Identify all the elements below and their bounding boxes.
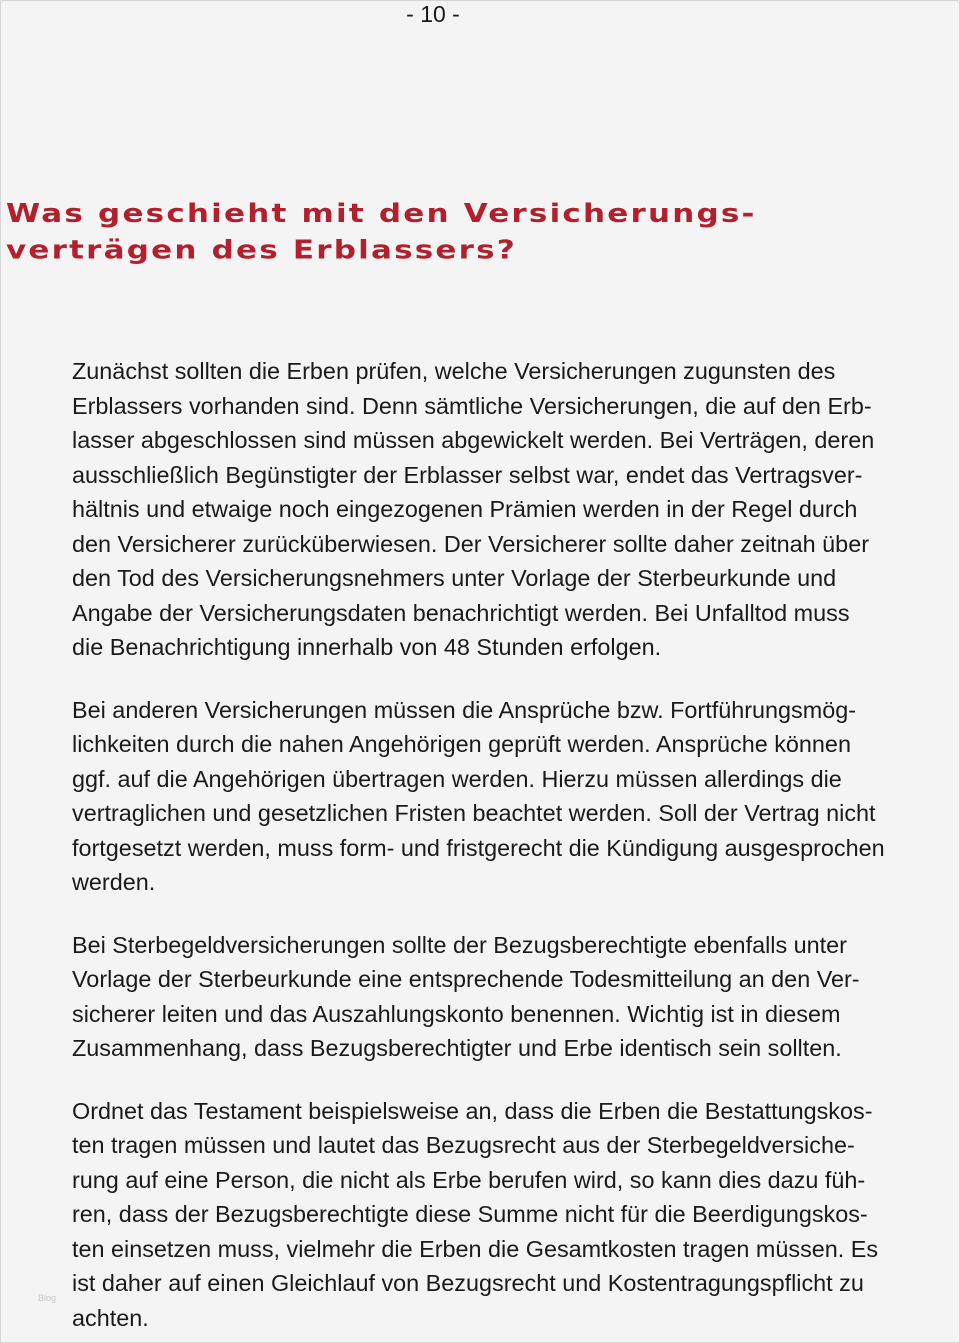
watermark: Blog bbox=[38, 1293, 57, 1303]
text-line: den Versicherer zurücküberwiesen. Der Versicherer sollte daher zeitnah über bbox=[72, 530, 869, 557]
paragraph-1 bbox=[72, 354, 960, 665]
text-line: ren, dass der Bezugsberechtigte diese Summe nicht für die Beerdigungskos- bbox=[72, 1201, 868, 1227]
text-line: die Benachrichtigung innerhalb von 48 Stunden erfolgen. bbox=[72, 634, 662, 660]
text-line: hältnis und etwaige noch eingezogenen Prämien werden in der Regel durch bbox=[72, 496, 858, 522]
paragraph-3 bbox=[72, 928, 960, 1066]
text-line: Zunächst sollten die Erben prüfen, welche Versicherungen zugunsten des bbox=[72, 358, 836, 384]
text-line: Angabe der Versicherungsdaten benachrichtigt werden. Bei Unfalltod muss bbox=[72, 599, 850, 626]
paragraph-2 bbox=[72, 693, 960, 900]
text-line: ten einsetzen muss, vielmehr die Erben die Gesamtkosten tragen müssen. Es bbox=[72, 1235, 879, 1262]
text-line: Vorlage der Sterbeurkunde eine entsprechende Todesmitteilung an den Ver- bbox=[72, 966, 860, 992]
text-line: sicherer leiten und das Auszahlungskonto benennen. Wichtig ist in diesem bbox=[72, 1000, 841, 1027]
text-line: werden. bbox=[72, 869, 156, 895]
text-line: rung auf eine Person, die nicht als Erbe berufen wird, so kann dies dazu füh- bbox=[72, 1166, 866, 1193]
text-line: achten. bbox=[72, 1304, 149, 1331]
text-line: ggf. auf die Angehörigen übertragen werden. Hierzu müssen allerdings die bbox=[72, 765, 842, 792]
page-number: - 10 - bbox=[406, 1, 460, 27]
heading-line: Was geschieht mit den Versicherungs- bbox=[6, 199, 757, 229]
heading-line: verträgen des Erblassers? bbox=[6, 235, 517, 265]
text-line: den Tod des Versicherungsnehmers unter Vorlage der Sterbeurkunde und bbox=[72, 565, 837, 591]
text-line: Bei anderen Versicherungen müssen die Ansprüche bzw. Fortführungsmög- bbox=[72, 696, 857, 723]
text-line: ten tragen müssen und lautet das Bezugsrecht aus der Sterbegeldversiche- bbox=[72, 1132, 855, 1158]
text-line: Erblassers vorhanden sind. Denn sämtliche Versicherungen, die auf den Erb- bbox=[72, 392, 872, 419]
text-line: Ordnet das Testament beispielsweise an, dass die Erben die Bestattungskos- bbox=[72, 1097, 873, 1124]
paragraph-4 bbox=[72, 1094, 960, 1336]
text-line: Zusammenhang, dass Bezugsberechtigter und Erbe identisch sein sollten. bbox=[72, 1035, 842, 1061]
text-line: ist daher auf einen Gleichlauf von Bezugsrecht und Kostentragungspflicht zu bbox=[72, 1270, 864, 1296]
text-line: vertraglichen und gesetzlichen Fristen beachtet werden. Soll der Vertrag nicht bbox=[72, 800, 876, 826]
text-line: lasser abgeschlossen sind müssen abgewickelt werden. Bei Verträgen, deren bbox=[72, 427, 875, 453]
text-line: Bei Sterbegeldversicherungen sollte der Bezugsberechtigte ebenfalls unter bbox=[72, 931, 847, 958]
body-text bbox=[72, 354, 960, 1335]
text-line: lichkeiten durch die nahen Angehörigen geprüft werden. Ansprüche können bbox=[72, 731, 851, 757]
text-line: fortgesetzt werden, muss form- und fristgerecht die Kündigung ausgesprochen bbox=[72, 834, 885, 861]
text-line: ausschließlich Begünstigter der Erblasser selbst war, endet das Vertragsver- bbox=[72, 461, 863, 488]
section-heading bbox=[6, 196, 946, 268]
